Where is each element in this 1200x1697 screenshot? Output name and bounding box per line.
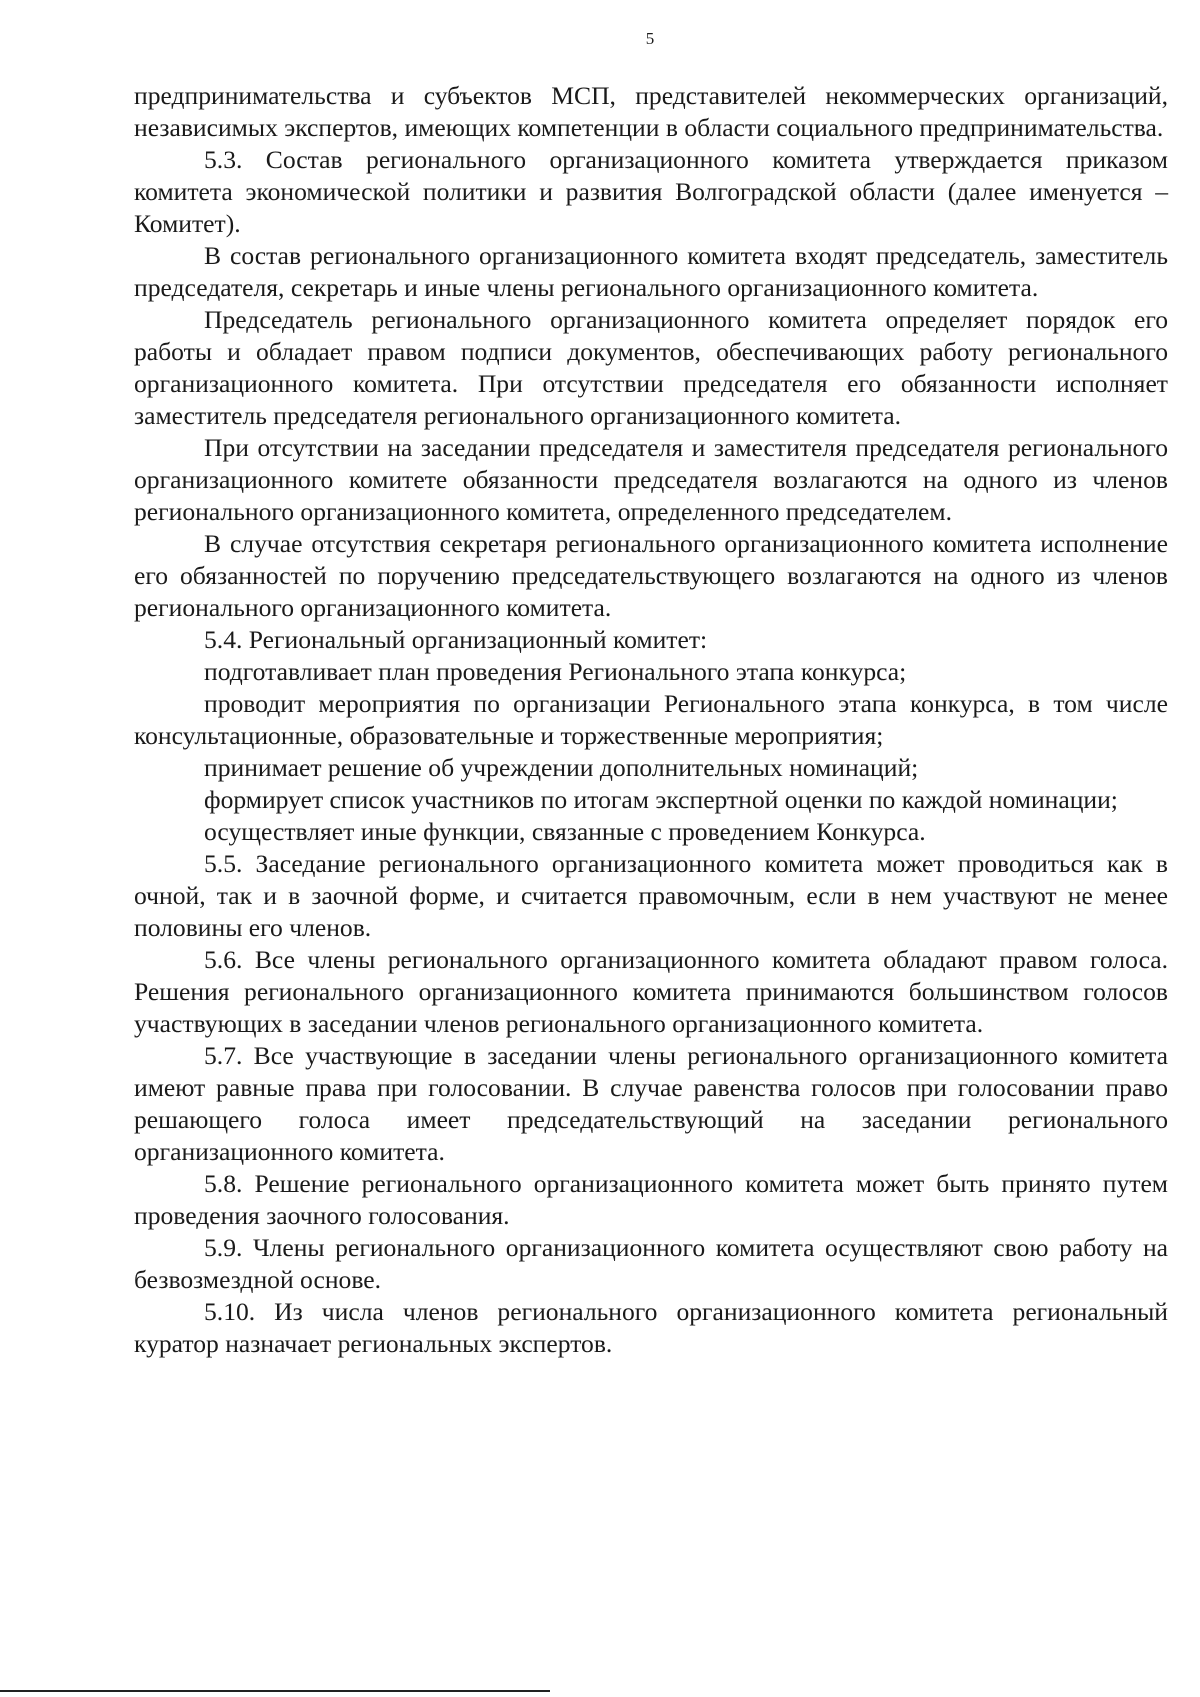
- list-item-plan: подготавливает план проведения Регионального этапа конкурса;: [204, 657, 907, 686]
- paragraph-chairman: Председатель регионального организационного комитета определяет порядок его работы и обладает правом подписи документов, обеспечивающих работу регионального организационного комитета. При отсутствии председателя его обязанности исполняет заместитель председателя регионального организационного комитета.: [134, 305, 1168, 430]
- paragraph-continuation: предпринимательства и субъектов МСП, представителей некоммерческих организаций, независимых экспертов, имеющих компетенции в области социального предпринимательства.: [134, 81, 1168, 142]
- page-number: 5: [645, 29, 655, 48]
- paragraph-5-7: 5.7. Все участвующие в заседании члены регионального организационного комитета имеют равные права при голосовании. В случае равенства голосов при голосовании право решающего голоса имеет председательствующий на заседании регионального организационного комитета.: [134, 1041, 1168, 1166]
- paragraph-composition: В состав регионального организационного комитета входят председатель, заместитель председателя, секретарь и иные члены регионального организационного комитета.: [134, 241, 1168, 302]
- paragraph-5-8: 5.8. Решение регионального организационного комитета может быть принято путем проведения заочного голосования.: [134, 1169, 1168, 1230]
- document-body: [134, 80, 1168, 1360]
- paragraph-5-5: 5.5. Заседание регионального организационного комитета может проводиться как в очной, так и в заочной форме, и считается правомочным, если в нем участвуют не менее половины его членов.: [134, 849, 1168, 942]
- paragraph-5-3: 5.3. Состав регионального организационного комитета утверждается приказом комитета экономической политики и развития Волгоградской области (далее именуется – Комитет).: [134, 145, 1168, 238]
- paragraph-absence-secretary: В случае отсутствия секретаря регионального организационного комитета исполнение его обязанностей по поручению председательствующего возлагаются на одного из членов регионального организационного комитета.: [134, 529, 1168, 622]
- paragraph-5-6: 5.6. Все члены регионального организационного комитета обладают правом голоса. Решения регионального организационного комитета принимаются большинством голосов участвующих в заседании членов регионального организационного комитета.: [134, 945, 1168, 1038]
- paragraph-5-4: 5.4. Региональный организационный комитет:: [204, 625, 708, 654]
- paragraph-absence-chairman: При отсутствии на заседании председателя и заместителя председателя регионального организационного комитете обязанности председателя возлагаются на одного из членов регионального организационного комитета, определенного председателем.: [134, 433, 1168, 526]
- paragraph-5-10: 5.10. Из числа членов регионального организационного комитета региональный куратор назначает региональных экспертов.: [134, 1297, 1168, 1358]
- page-bottom-rule: [0, 1690, 550, 1692]
- list-item-nominations: принимает решение об учреждении дополнительных номинаций;: [204, 753, 919, 782]
- list-item-participants: формирует список участников по итогам экспертной оценки по каждой номинации;: [204, 785, 1118, 814]
- paragraph-5-9: 5.9. Члены регионального организационного комитета осуществляют свою работу на безвозмездной основе.: [134, 1233, 1168, 1294]
- list-item-other-functions: осуществляет иные функции, связанные с проведением Конкурса.: [204, 817, 926, 846]
- list-item-events: проводит мероприятия по организации Регионального этапа конкурса, в том числе консультационные, образовательные и торжественные мероприятия;: [134, 689, 1168, 750]
